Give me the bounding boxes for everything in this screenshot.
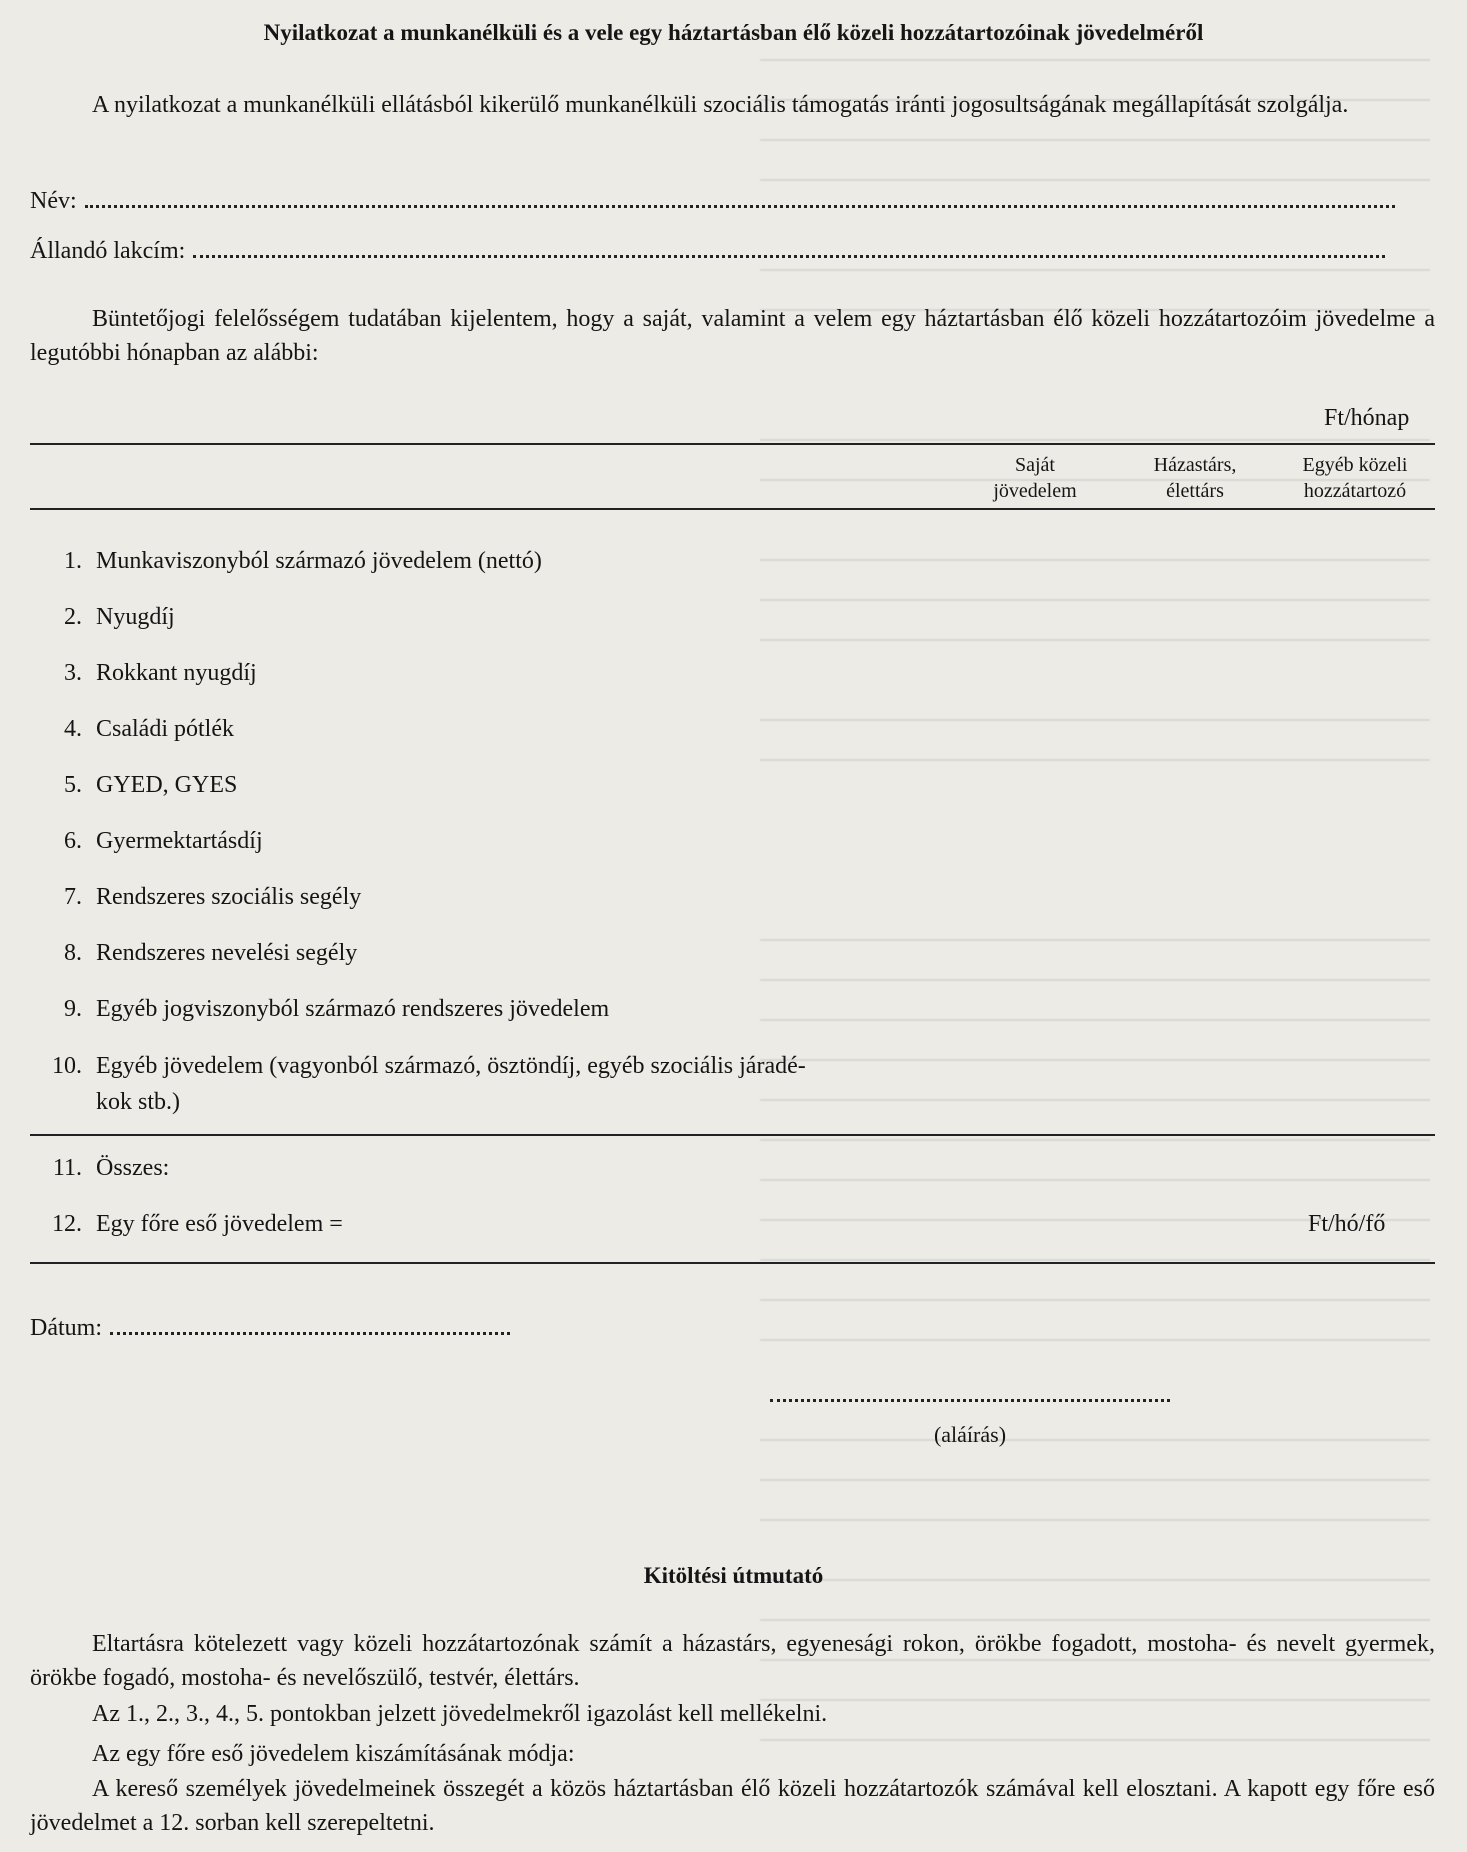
address-input-line[interactable] (193, 254, 1385, 258)
signature-line[interactable] (770, 1398, 1170, 1402)
table-header-rule (30, 508, 1435, 510)
name-label: Név: (30, 188, 77, 214)
name-input-line[interactable] (85, 204, 1395, 208)
row-label: Egyéb jövedelem (vagyonból származó, ösztöndíj, egyéb szociális járadé- (96, 1053, 806, 1079)
address-label: Állandó lakcím: (30, 238, 186, 264)
col-header-spouse-line2: élettárs (1166, 480, 1224, 502)
row-number: 7. (64, 884, 82, 910)
row-label: Rendszeres szociális segély (96, 884, 362, 910)
col-header-own (968, 452, 1102, 504)
row-label: Összes: (96, 1155, 170, 1181)
row-number: 5. (64, 772, 82, 798)
table-row (30, 1048, 960, 1120)
row-number: 6. (64, 828, 82, 854)
col-header-own-line2: jövedelem (993, 480, 1077, 502)
col-header-other-line2: hozzátartozó (1303, 480, 1407, 502)
table-row (30, 660, 257, 687)
name-field[interactable] (30, 188, 1395, 215)
declaration-paragraph: Büntetőjogi felelősségem tudatában kijelentem, hogy a saját, valamint a velem egy háztartásban élő közeli hozzátartozóim jövedelme a legutóbbi hónapban az alábbi: (30, 306, 1435, 366)
date-input-line[interactable] (110, 1331, 510, 1335)
table-row (30, 548, 542, 575)
col-header-spouse (1130, 452, 1260, 504)
date-label: Dátum: (30, 1315, 102, 1341)
row-label: GYED, GYES (96, 772, 238, 798)
table-row (30, 604, 175, 631)
row-label: Munkaviszonyból származó jövedelem (nettó) (96, 548, 542, 574)
table-row (30, 940, 357, 967)
form-title: Nyilatkozat a munkanélküli és a vele egy háztartásban élő közeli hozzátartozóinak jövedelméről (263, 20, 1204, 45)
total-row (30, 1155, 169, 1182)
unit-label-month: Ft/hónap (1324, 405, 1410, 431)
row-label: Gyermektartásdíj (96, 828, 263, 854)
table-row (30, 716, 234, 743)
row-number: 4. (64, 716, 82, 742)
row-label: Családi pótlék (96, 716, 234, 742)
row-label-continued: kok stb.) (96, 1089, 180, 1115)
table-top-rule (30, 443, 1435, 445)
col-header-spouse-line1: Házastárs, (1153, 454, 1237, 476)
instructions-p3: Az egy főre eső jövedelem kiszámításának módja: (92, 1741, 575, 1767)
unit-label-per-capita: Ft/hó/fő (1308, 1211, 1386, 1237)
instructions-p4: A kereső személyek jövedelmeinek összegét a közös háztartásban élő közeli hozzátartozók számával kell elosztani. A kapott egy főre eső jövedelmet a 12. sorban kell szerepeltetni. (30, 1776, 1435, 1836)
row-number: 8. (64, 940, 82, 966)
row-number: 2. (64, 604, 82, 630)
date-field[interactable] (30, 1315, 510, 1342)
row-number: 10. (52, 1053, 82, 1079)
row-label: Egy főre eső jövedelem = (96, 1211, 343, 1237)
row-number: 1. (64, 548, 82, 574)
signature-label: (aláírás) (933, 1422, 1007, 1447)
row-number: 3. (64, 660, 82, 686)
address-field[interactable] (30, 238, 1385, 265)
col-header-own-line1: Saját (1015, 454, 1055, 476)
instructions-p1: Eltartásra kötelezett vagy közeli hozzátartozónak számít a házastárs, egyenesági rokon, örökbe fogadott, mostoha- és nevelt gyermek, örökbe fogadó, mostoha- és nevelőszülő, testvér, élettárs. (30, 1631, 1435, 1691)
table-bottom-rule (30, 1262, 1435, 1264)
table-row (30, 996, 609, 1023)
table-row (30, 828, 263, 855)
table-row (30, 884, 361, 911)
row-number: 9. (64, 996, 82, 1022)
intro-paragraph: A nyilatkozat a munkanélküli ellátásból kikerülő munkanélküli szociális támogatás iránti jogosultságának megállapítását szolgálja. (92, 92, 1349, 118)
per-capita-row (30, 1211, 343, 1238)
total-rule (30, 1134, 1435, 1136)
row-label: Egyéb jogviszonyból származó rendszeres jövedelem (96, 996, 610, 1022)
instructions-p2: Az 1., 2., 3., 4., 5. pontokban jelzett jövedelmekről igazolást kell mellékelni. (92, 1701, 828, 1727)
row-number: 12. (52, 1211, 82, 1237)
row-label: Rendszeres nevelési segély (96, 940, 358, 966)
col-header-other-line1: Egyéb közeli (1302, 454, 1408, 476)
row-label: Nyugdíj (96, 604, 175, 630)
row-label: Rokkant nyugdíj (96, 660, 257, 686)
instructions-title: Kitöltési útmutató (643, 1563, 824, 1588)
table-row (30, 772, 237, 799)
row-number: 11. (52, 1155, 82, 1181)
col-header-other (1280, 452, 1430, 504)
